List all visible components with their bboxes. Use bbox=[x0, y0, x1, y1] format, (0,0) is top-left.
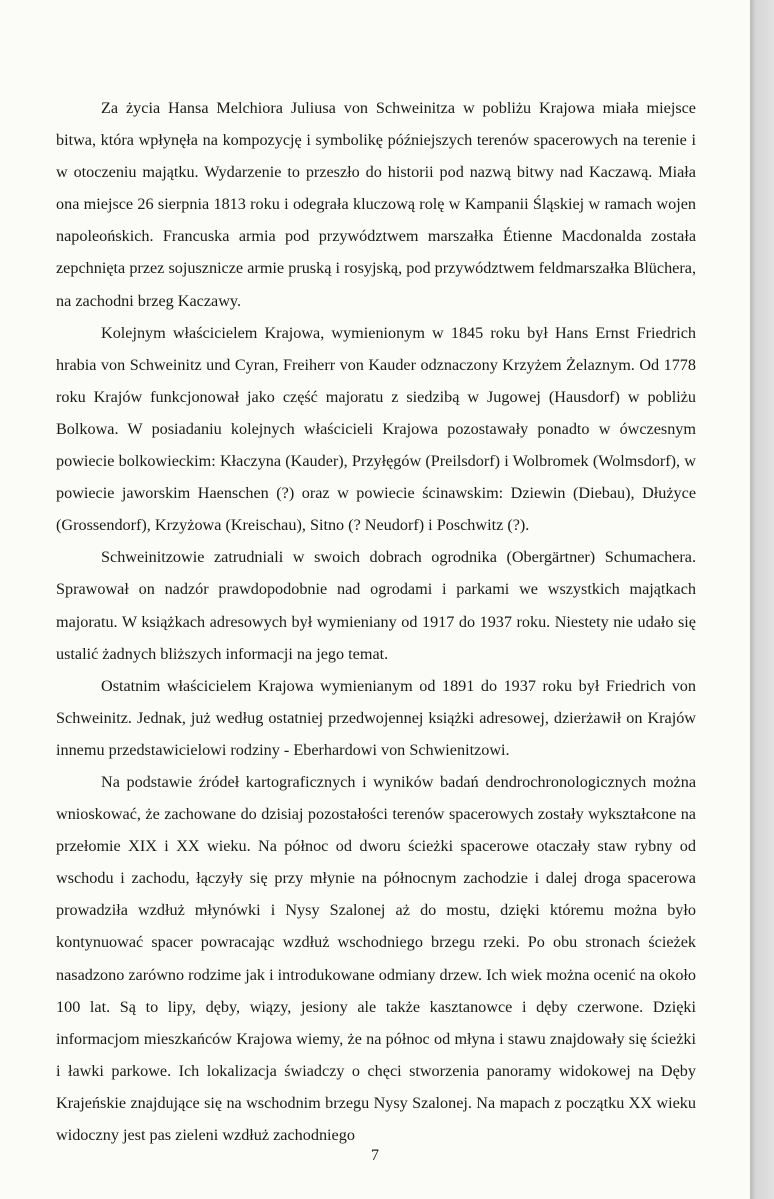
paragraph-owner-hans-ernst: Kolejnym właścicielem Krajowa, wymienionym w 1845 roku był Hans Ernst Friedrich hrabia von Schweinitz und Cyran, Freiherr von Kauder odznaczony Krzyżem Żelaznym. Od 1778 roku Krajów funkcjonował jako część majoratu z siedzibą w Jugowej (Hausdorf) w pobliżu Bolkowa. W posiadaniu kolejnych właścicieli Krajowa pozostawały ponadto w ówczesnym powiecie bolkowieckim: Kłaczyna (Kauder), Przyłęgów (Preilsdorf) i Wolbromek (Wolmsdorf), w powiecie jaworskim Haenschen (?) oraz w powiecie ścinawskim: Dziewin (Diebau), Dłużyce (Grossendorf), Krzyżowa (Kreischau), Sitno (? Neudorf) i Poschwitz (?). bbox=[56, 323, 696, 535]
paragraph-last-owner: Ostatnim właścicielem Krajowa wymienianym od 1891 do 1937 roku był Friedrich von Schweinitz. Jednak, już według ostatniej przedwojennej książki adresowej, dzierżawił on Krajów innemu przedstawicielowi rodziny - Eberhardowi von Schwienitzowi. bbox=[56, 676, 696, 759]
paragraph-walking-paths: Na podstawie źródeł kartograficznych i wyników badań dendrochronologicznych można wnioskować, że zachowane do dzisiaj pozostałości terenów spacerowych zostały wykształcone na przełomie XIX i XX wieku. Na północ od dworu ścieżki spacerowe otaczały staw rybny od wschodu i zachodu, łączyły się przy młynie na północnym zachodzie i dalej droga spacerowa prowadziła wzdłuż młynówki i Nysy Szalonej aż do mostu, dzięki któremu można było kontynuować spacer powracając wzdłuż wschodniego brzegu rzeki. Po obu stronach ścieżek nasadzono zarówno rodzime jak i introdukowane odmiany drzew. Ich wiek można ocenić na około 100 lat. Są to lipy, dęby, wiązy, jesiony ale także kasztanowce i dęby czerwone. Dzięki informacjom mieszkańców Krajowa wiemy, że na północ od młyna i stawu znajdowały się ścieżki i ławki parkowe. Ich lokalizacja świadczy o chęci stworzenia panoramy widokowej na Dęby Krajeńskie znajdujące się na wschodnim brzegu Nysy Szalonej. Na mapach z początku XX wieku widoczny jest pas zieleni wzdłuż zachodniego bbox=[56, 772, 696, 1144]
paragraph-gardener-schumacher: Schweinitzowie zatrudniali w swoich dobrach ogrodnika (Obergärtner) Schumachera. Sprawował on nadzór prawdopodobnie nad ogrodami i parkami we wszystkich majątkach majoratu. W książkach adresowych był wymieniany od 1917 do 1937 roku. Niestety nie udało się ustalić żadnych bliższych informacji na jego temat. bbox=[56, 548, 696, 663]
page-number: 7 bbox=[371, 1147, 379, 1164]
scan-edge bbox=[750, 0, 774, 1199]
paragraph-battle-kaczawa: Za życia Hansa Melchiora Juliusa von Schweinitza w pobliżu Krajowa miała miejsce bitwa, która wpłynęła na kompozycję i symbolikę późniejszych terenów spacerowych na terenie i w otoczeniu majątku. Wydarzenie to przeszło do historii pod nazwą bitwy nad Kaczawą. Miała ona miejsce 26 sierpnia 1813 roku i odegrała kluczową rolę w Kampanii Śląskiej w ramach wojen napoleońskich. Francuska armia pod przywództwem marszałka Étienne Macdonalda została zepchnięta przez sojusznicze armie pruską i rosyjską, pod przywództwem feldmarszałka Blüchera, na zachodni brzeg Kaczawy. bbox=[56, 99, 696, 310]
body-text bbox=[56, 92, 696, 1151]
